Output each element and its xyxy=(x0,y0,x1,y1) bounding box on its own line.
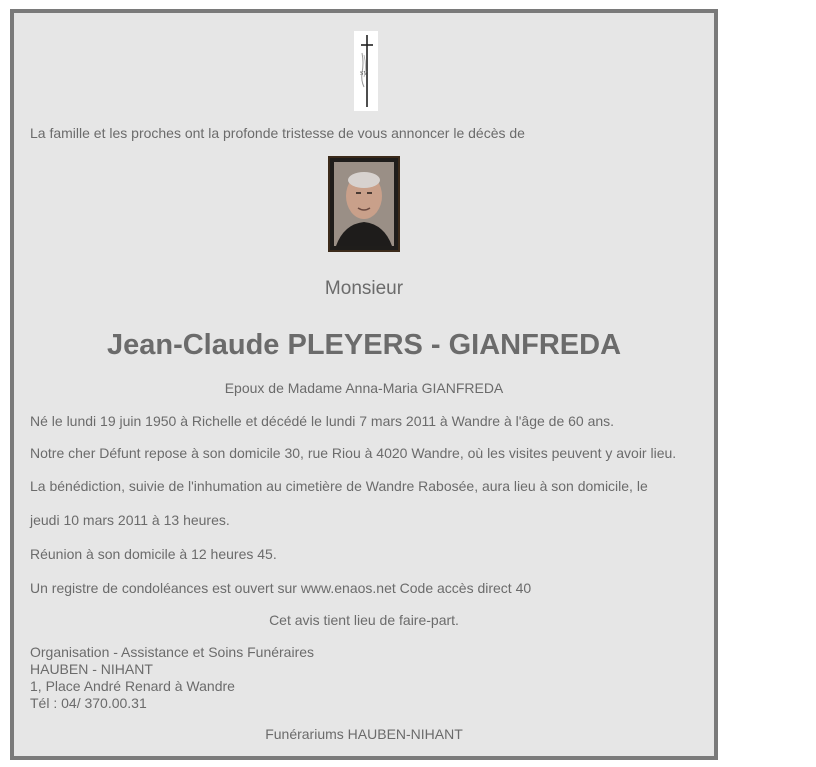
spouse-line: Epoux de Madame Anna-Maria GIANFREDA xyxy=(224,380,504,396)
organisation-block xyxy=(30,644,314,712)
blessing-line-1: La bénédiction, suivie de l'inhumation au cimetière de Wandre Rabosée, aura lieu à son domicile, le xyxy=(30,478,648,494)
repose-line: Notre cher Défunt repose à son domicile 30, rue Riou à 4020 Wandre, où les visites peuvent y avoir lieu. xyxy=(30,445,677,461)
obituary-card xyxy=(10,9,718,760)
portrait-photo xyxy=(328,156,400,252)
notice-line: Cet avis tient lieu de faire-part. xyxy=(269,612,459,628)
meeting-line: Réunion à son domicile à 12 heures 45. xyxy=(30,546,277,562)
organisation-line-3: 1, Place André Renard à Wandre xyxy=(30,678,235,694)
organisation-line-1: Organisation - Assistance et Soins Funéraires xyxy=(30,644,315,660)
intro-text: La famille et les proches ont la profonde tristesse de vous annoncer le décès de xyxy=(30,125,525,141)
svg-text:SV: SV xyxy=(360,71,368,77)
birth-death-line: Né le lundi 19 juin 1950 à Richelle et décédé le lundi 7 mars 2011 à Wandre à l'âge de 60 ans. xyxy=(30,413,615,429)
footer-funerarium: Funérariums HAUBEN-NIHANT xyxy=(265,726,463,742)
registry-line: Un registre de condoléances est ouvert sur www.enaos.net Code accès direct 40 xyxy=(30,580,532,596)
deceased-name: Jean-Claude PLEYERS - GIANFREDA xyxy=(106,329,622,361)
organisation-line-2: HAUBEN - NIHANT xyxy=(30,661,153,677)
cross-emblem-icon xyxy=(354,31,378,111)
honorific: Monsieur xyxy=(324,278,404,299)
organisation-phone: Tél : 04/ 370.00.31 xyxy=(30,695,147,711)
blessing-line-2: jeudi 10 mars 2011 à 13 heures. xyxy=(30,512,230,528)
